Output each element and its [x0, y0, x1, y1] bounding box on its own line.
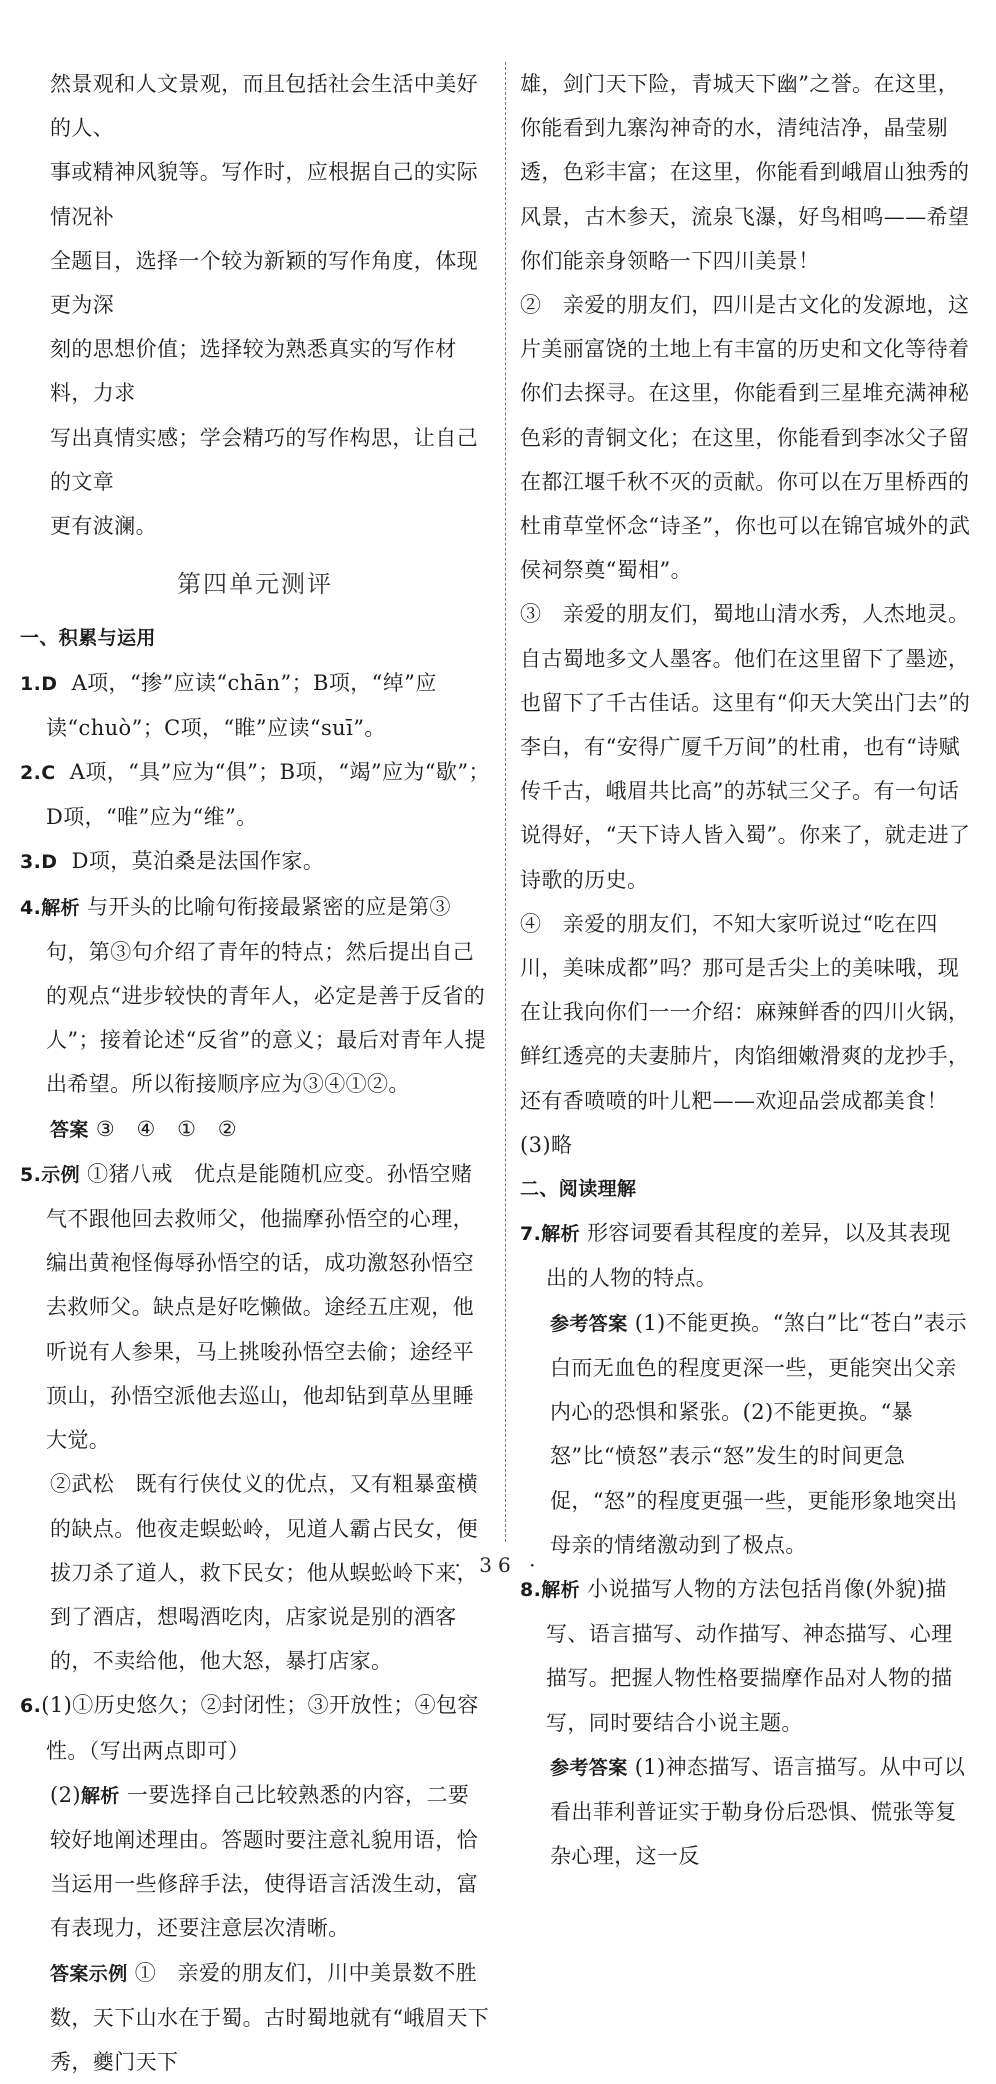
- intro-line: 刻的思想价值；选择较为熟悉真实的写作材料，力求: [50, 337, 457, 406]
- question-6-part-3: (3)略: [520, 1132, 573, 1157]
- question-8: [520, 1567, 972, 1745]
- question-6: [20, 1683, 490, 1772]
- intro-line: 全题目，选择一个较为新颖的写作角度，体现更为深: [50, 248, 478, 318]
- question-4: [20, 885, 490, 1107]
- part-2-prefix: (2): [50, 1782, 81, 1807]
- part-1-text: (1)①历史悠久；②封闭性；③开放性；④包容性。（写出两点即可）: [41, 1693, 479, 1763]
- answer-letter: C: [41, 762, 56, 785]
- example-text-zhu-bajie: ①猪八戒 优点是能随机应变。孙悟空赌气不跟他回去救师父，他揣摩孙悟空的心理，编出黄袍怪侮辱孙悟空的话，成功激怒孙悟空去救师父。缺点是好吃懒做。途经五庄观，他听说有人参果，马上挑唆孙悟空去偷；途经平顶山，孙悟空派他去巡山，他却钻到草丛里睡大觉。: [46, 1161, 474, 1453]
- page-number: · 36 ·: [454, 1553, 542, 1577]
- question-2: [20, 750, 490, 839]
- example-paragraph-2: ② 亲爱的朋友们，四川是古文化的发源地，这片美丽富饶的土地上有丰富的历史和文化等待着你们去探寻。在这里，你能看到三星堆充满神秘色彩的青铜文化；在这里，你能看到李冰父子留在都江堰千秋不灭的贡献。你可以在万里桥西的杜甫草堂怀念“诗圣”，你也可以在锦官城外的武侯祠祭奠“蜀相”。: [520, 293, 971, 583]
- analysis-label: 解析: [41, 896, 81, 919]
- question-7-reference-answer: [520, 1301, 972, 1567]
- answer-sequence: ③ ④ ① ②: [95, 1116, 237, 1141]
- question-number: 7.: [520, 1223, 542, 1246]
- explanation-text: D项，莫泊桑是法国作家。: [71, 849, 325, 874]
- section-title: 二、阅读理解: [520, 1178, 637, 1201]
- intro-line: 写出真情实感；学会精巧的写作构思，让自己的文章: [50, 425, 478, 494]
- analysis-text: 小说描写人物的方法包括肖像(外貌)描写、语言描写、动作描写、神态描写、心理描写。把握人物性格要揣摩作品对人物的描写，同时要结合小说主题。: [546, 1576, 953, 1735]
- answer-label: 答案: [50, 1118, 89, 1141]
- question-6-part-2: [20, 1773, 490, 1951]
- intro-paragraph: [20, 62, 490, 548]
- analysis-label: 解析: [541, 1578, 581, 1601]
- question-number: 4.: [20, 896, 42, 919]
- question-number: 2.: [20, 762, 42, 785]
- answer-letter: D: [41, 851, 58, 874]
- reference-answer-label: 参考答案: [550, 1312, 628, 1335]
- unit-title: 第四单元测评: [177, 570, 333, 599]
- question-1: [20, 661, 490, 750]
- example-paragraph-4: ④ 亲爱的朋友们，不知大家听说过“吃在四川，美味成都”吗？那可是舌尖上的美味哦，现在让我向你们一一介绍：麻辣鲜香的四川火锅，鲜红透亮的夫妻肺片，肉馅细嫩滑爽的龙抄手，还有香喷喷的叶儿粑——欢迎品尝成都美食！: [520, 911, 970, 1113]
- reference-answer-text: (1)神态描写、语言描写。从中可以看出菲利普证实于勒身份后恐惧、慌张等复杂心理，这一反: [550, 1754, 966, 1869]
- analysis-text: 与开头的比喻句衔接最紧密的应是第③句，第③句介绍了青年的特点；然后提出自己的观点“进步较快的青年人，必定是善于反省的人”；接着论述“反省”的意义；最后对青年人提出希望。所以衔接顺序应为③④①②。: [46, 894, 487, 1097]
- section-title: 一、积累与运用: [20, 627, 156, 650]
- example-label: 答案示例: [50, 1962, 128, 1985]
- question-number: 3.: [20, 851, 42, 874]
- question-5: [20, 1152, 490, 1462]
- question-number: 8.: [520, 1578, 542, 1601]
- question-7: [520, 1211, 972, 1300]
- example-text: ① 亲爱的朋友们，川中美景数不胜数，天下山水在于蜀。古时蜀地就有“峨眉天下秀，夔门天下: [50, 1960, 490, 2074]
- column-divider: [505, 62, 507, 1542]
- question-3: [20, 839, 490, 884]
- analysis-label: 解析: [80, 1784, 120, 1807]
- explanation-text: A项，“具”应为“俱”；B项，“竭”应为“歇”；D项，“唯”应为“维”。: [46, 760, 490, 830]
- left-column: [20, 62, 490, 2084]
- explanation-text: A项，“掺”应读“chān”；B项，“绰”应读“chuò”；C项，“睢”应读“suī”。: [46, 670, 437, 740]
- right-column: [520, 62, 972, 1878]
- answer-letter: D: [41, 672, 58, 695]
- reference-answer-text: (1)不能更换。“煞白”比“苍白”表示白而无血色的程度更深一些，更能突出父亲内心的恐惧和紧张。(2)不能更换。“暴怒”比“愤怒”表示“怒”发生的时间更急促，“怒”的程度更强一些，更能形象地突出母亲的情绪激动到了极点。: [550, 1310, 967, 1557]
- question-6-example: [20, 1951, 490, 2084]
- intro-line: 事或精神风貌等。写作时，应根据自己的实际情况补: [50, 160, 478, 229]
- example-label: 示例: [41, 1163, 81, 1186]
- analysis-text: 一要选择自己比较熟悉的内容，二要较好地阐述理由。答题时要注意礼貌用语，恰当运用一些修辞手法，使得语言活泼生动，富有表现力，还要注意层次清晰。: [50, 1782, 478, 1941]
- question-number: 6.: [20, 1695, 42, 1718]
- intro-line: 更有波澜。: [50, 514, 157, 539]
- intro-line: 然景观和人文景观，而且包括社会生活中美好的人、: [50, 72, 478, 141]
- question-4-answer: [20, 1107, 490, 1152]
- analysis-text: 形容词要看其程度的差异，以及其表现出的人物的特点。: [546, 1221, 951, 1291]
- example-paragraph-3: ③ 亲爱的朋友们，蜀地山清水秀，人杰地灵。自古蜀地多文人墨客。他们在这里留下了墨迹，也留下了千古佳话。这里有“仰天大笑出门去”的李白，有“安得广厦千万间”的杜甫，也有“诗赋传千古，峨眉共比高”的苏轼三父子。有一句话说得好，“天下诗人皆入蜀”。你来了，就走进了诗歌的历史。: [520, 602, 971, 892]
- example-text-wu-song: ②武松 既有行侠仗义的优点，又有粗暴蛮横的缺点。他夜走蜈蚣岭，见道人霸占民女，便拔刀杀了道人，救下民女；他从蜈蚣岭下来，到了酒店，想喝酒吃肉，店家说是别的酒客的，不卖给他，他大怒，暴打店家。: [50, 1472, 478, 1674]
- reference-answer-label: 参考答案: [550, 1756, 628, 1779]
- question-number: 5.: [20, 1163, 42, 1186]
- example-continuation: 雄，剑门天下险，青城天下幽”之誉。在这里，你能看到九寨沟神奇的水，清纯洁净，晶莹剔透，色彩丰富；在这里，你能看到峨眉山独秀的风景，古木参天，流泉飞瀑，好鸟相鸣——希望你们能亲身领略一下四川美景！: [520, 72, 970, 273]
- question-8-reference-answer: [520, 1745, 972, 1879]
- analysis-label: 解析: [541, 1223, 581, 1246]
- question-number: 1.: [20, 672, 42, 695]
